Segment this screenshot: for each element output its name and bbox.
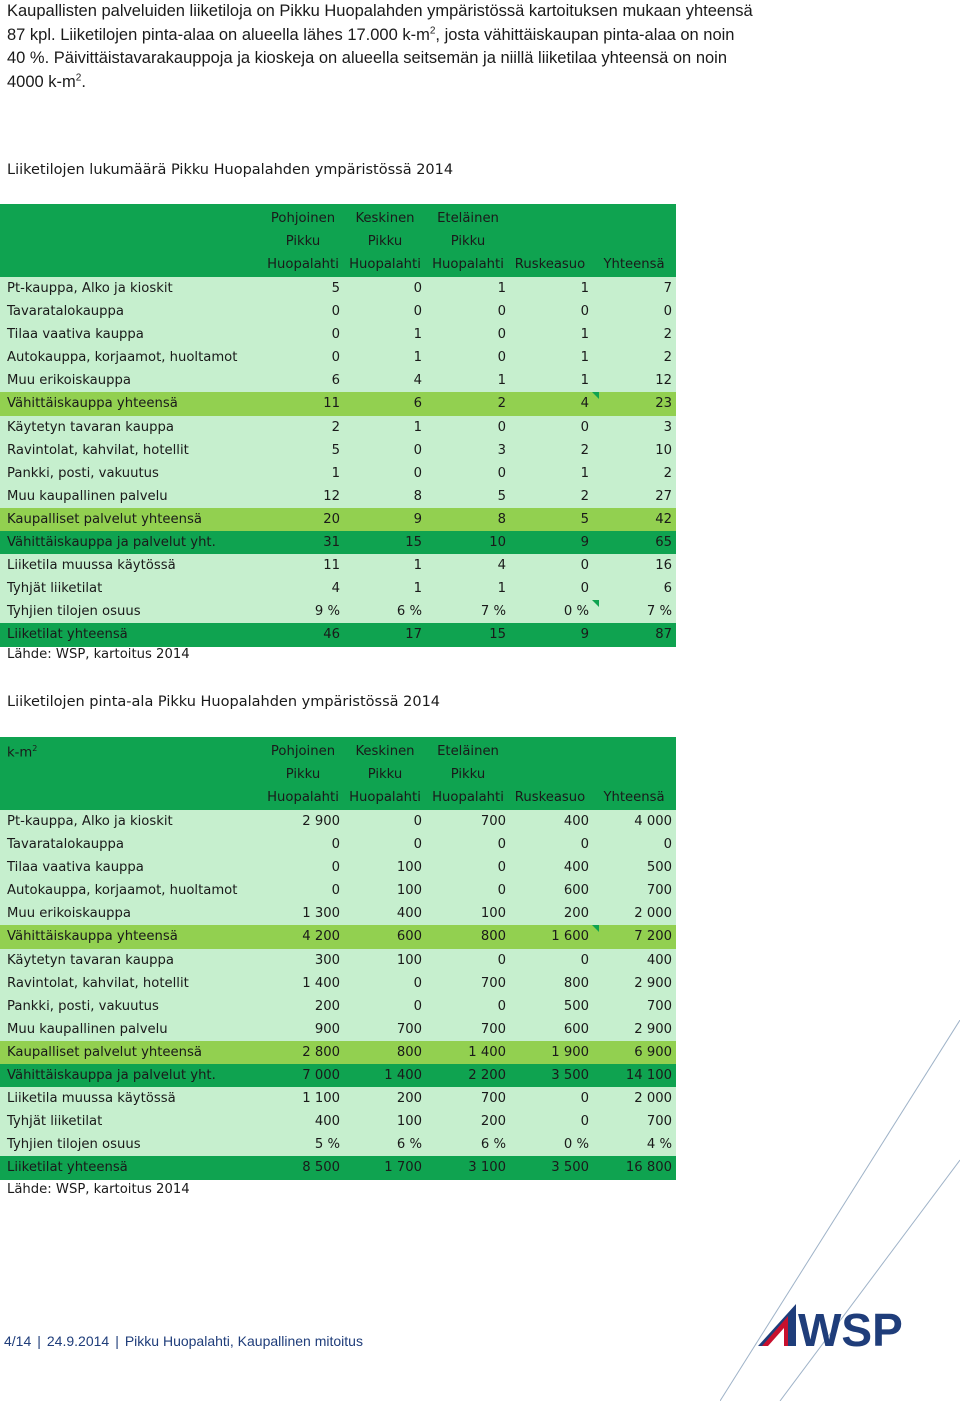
col-label: Eteläinen — [437, 744, 499, 759]
cell-value: 11 — [323, 396, 340, 412]
cell-value: 700 — [646, 998, 672, 1014]
col-label: Pohjoinen — [270, 211, 336, 226]
cell-value: 7 200 — [634, 929, 672, 945]
cell-value: 800 — [563, 975, 589, 991]
table-row — [0, 1133, 676, 1156]
col-label: Huopalahti — [267, 257, 339, 272]
cell-value: 5 — [331, 281, 340, 296]
row-label: Vähittäiskauppa yhteensä — [7, 929, 178, 945]
table1-source: Lähde: WSP, kartoitus 2014 — [7, 647, 190, 662]
cell-value: 5 — [580, 511, 589, 527]
table-row — [0, 1156, 676, 1179]
table2-col-keskinen — [344, 740, 426, 809]
row-label: Liiketila muussa käytössä — [7, 558, 176, 574]
table1-col-yhteensa: Yhteensä — [603, 257, 665, 272]
cell-value: 8 500 — [302, 1160, 340, 1176]
cell-value: 15 — [489, 627, 506, 643]
cell-value: 1 900 — [551, 1044, 589, 1060]
row-label: Tyhjät liiketilat — [7, 581, 103, 597]
table2-source: Lähde: WSP, kartoitus 2014 — [7, 1182, 190, 1197]
cell-value: 100 — [396, 860, 422, 876]
cell-value: 100 — [480, 906, 506, 922]
row-label: Tavaratalokauppa — [7, 837, 124, 853]
cell-value: 2 — [497, 396, 506, 412]
cell-value: 7 % — [646, 604, 672, 620]
table-row — [0, 623, 676, 646]
cell-value: 0 — [331, 304, 340, 320]
cell-value: 3 500 — [551, 1160, 589, 1176]
col-label: Huopalahti — [432, 257, 504, 272]
row-label: Ravintolat, kahvilat, hotellit — [7, 442, 189, 458]
cell-value: 1 100 — [302, 1091, 340, 1107]
cell-value: 5 — [331, 442, 340, 458]
col-label: Pikku — [367, 767, 403, 782]
intro-line-4b: . — [81, 72, 86, 91]
table-row — [0, 902, 676, 925]
cell-value: 23 — [655, 396, 672, 412]
cell-value: 1 — [413, 558, 422, 574]
cell-value: 0 — [331, 837, 340, 853]
table-row — [0, 972, 676, 995]
cell-value: 0 — [580, 419, 589, 435]
col-label: Pikku — [285, 234, 321, 249]
cell-value: 20 — [323, 511, 340, 527]
row-label: Liiketilat yhteensä — [7, 627, 128, 643]
cell-value: 0 — [580, 558, 589, 574]
row-label: Vähittäiskauppa ja palvelut yht. — [7, 535, 216, 551]
table2-header — [0, 737, 676, 810]
cell-value: 0 — [331, 883, 340, 899]
cell-value: 4 — [497, 558, 506, 574]
cell-value: 1 400 — [302, 975, 340, 991]
row-label: Vähittäiskauppa ja palvelut yht. — [7, 1068, 216, 1084]
cell-value: 0 — [497, 860, 506, 876]
col-label: Huopalahti — [349, 257, 421, 272]
table1-col-ruskeasuo: Ruskeasuo — [514, 257, 586, 272]
table-row — [0, 879, 676, 902]
cell-marker-icon — [592, 925, 599, 932]
cell-value: 0 — [663, 837, 672, 853]
cell-value: 0 — [331, 350, 340, 366]
cell-value: 100 — [396, 883, 422, 899]
cell-value: 300 — [314, 952, 340, 968]
cell-value: 0 % — [563, 604, 589, 620]
table-row — [0, 369, 676, 392]
cell-value: 1 — [413, 419, 422, 435]
cell-marker-icon — [592, 392, 599, 399]
cell-value: 0 — [497, 837, 506, 853]
cell-value: 6 % — [480, 1137, 506, 1153]
cell-value: 1 — [580, 373, 589, 389]
cell-value: 2 — [331, 419, 340, 435]
col-label: Pikku — [450, 767, 486, 782]
cell-value: 6 % — [396, 604, 422, 620]
table-row — [0, 346, 676, 369]
col-label: Pikku — [450, 234, 486, 249]
cell-value: 0 — [497, 465, 506, 481]
unit-label: k-m — [7, 745, 33, 761]
col-label: Huopalahti — [432, 790, 504, 805]
cell-value: 10 — [655, 442, 672, 458]
cell-value: 700 — [396, 1021, 422, 1037]
cell-value: 42 — [655, 511, 672, 527]
cell-value: 2 — [580, 488, 589, 504]
table-row — [0, 1110, 676, 1133]
cell-value: 1 — [580, 350, 589, 366]
row-label: Liiketilat yhteensä — [7, 1160, 128, 1176]
table2-body — [0, 810, 676, 1180]
row-label: Käytetyn tavaran kauppa — [7, 419, 174, 435]
intro-line-4a: 4000 k-m — [7, 72, 76, 91]
cell-value: 600 — [396, 929, 422, 945]
cell-value: 10 — [489, 535, 506, 551]
cell-value: 200 — [314, 998, 340, 1014]
intro-line-2b: , josta vähittäiskaupan pinta-alaa on noin — [435, 25, 735, 44]
row-label: Autokauppa, korjaamot, huoltamot — [7, 350, 238, 366]
col-label: Pikku — [285, 767, 321, 782]
col-label: Keskinen — [355, 211, 415, 226]
row-label: Vähittäiskauppa yhteensä — [7, 396, 178, 412]
intro-line-2 — [7, 24, 847, 48]
page-footer — [4, 1333, 363, 1349]
cell-value: 700 — [480, 1021, 506, 1037]
cell-value: 7 — [663, 281, 672, 296]
table2-unit — [7, 744, 37, 760]
cell-value: 27 — [655, 488, 672, 504]
table-row — [0, 577, 676, 600]
cell-value: 0 — [497, 883, 506, 899]
table1-col-pohjoinen — [260, 207, 346, 276]
footer-separator: | — [37, 1333, 41, 1349]
cell-value: 12 — [323, 488, 340, 504]
cell-value: 9 — [413, 511, 422, 527]
cell-value: 2 — [663, 350, 672, 366]
cell-value: 4 — [331, 581, 340, 597]
cell-value: 4 000 — [634, 814, 672, 829]
intro-sup-1: 2 — [429, 25, 436, 36]
cell-value: 2 000 — [634, 906, 672, 922]
table1-col-keskinen — [344, 207, 426, 276]
row-label: Käytetyn tavaran kauppa — [7, 952, 174, 968]
cell-value: 200 — [396, 1091, 422, 1107]
cell-value: 200 — [480, 1114, 506, 1130]
cell-value: 700 — [646, 883, 672, 899]
cell-value: 0 — [413, 281, 422, 296]
row-label: Pankki, posti, vakuutus — [7, 465, 159, 481]
table-row — [0, 833, 676, 856]
row-label: Muu erikoiskauppa — [7, 906, 131, 922]
table-row — [0, 1087, 676, 1110]
table-row — [0, 416, 676, 439]
cell-value: 400 — [563, 814, 589, 829]
wsp-logo-icon — [758, 1296, 918, 1360]
footer-date: 24.9.2014 — [46, 1333, 110, 1349]
table-row — [0, 392, 676, 415]
cell-value: 17 — [405, 627, 422, 643]
cell-value: 1 — [331, 465, 340, 481]
cell-value: 11 — [323, 558, 340, 574]
cell-value: 400 — [563, 860, 589, 876]
cell-value: 14 100 — [625, 1068, 672, 1084]
footer-doc: Pikku Huopalahti, Kaupallinen mitoitus — [124, 1333, 363, 1349]
cell-value: 600 — [563, 883, 589, 899]
cell-value: 1 — [497, 281, 506, 296]
cell-value: 0 — [580, 304, 589, 320]
row-label: Tilaa vaativa kauppa — [7, 860, 144, 876]
table-row — [0, 277, 676, 300]
row-label: Ravintolat, kahvilat, hotellit — [7, 975, 189, 991]
cell-value: 700 — [480, 975, 506, 991]
cell-value: 700 — [480, 1091, 506, 1107]
cell-value: 0 — [580, 837, 589, 853]
cell-value: 0 — [413, 304, 422, 320]
footer-separator: | — [115, 1333, 119, 1349]
cell-value: 65 — [655, 535, 672, 551]
cell-value: 2 800 — [302, 1044, 340, 1060]
table2-col-pohjoinen — [260, 740, 346, 809]
cell-value: 0 — [497, 952, 506, 968]
cell-value: 900 — [314, 1021, 340, 1037]
cell-value: 1 — [413, 327, 422, 343]
cell-value: 5 % — [314, 1137, 340, 1153]
col-label: Pohjoinen — [270, 744, 336, 759]
intro-line-1: Kaupallisten palveluiden liiketiloja on Pikku Huopalahden ympäristössä kartoituksen mukaan yhteensä — [7, 2, 753, 20]
cell-value: 2 — [580, 442, 589, 458]
cell-value: 400 — [314, 1114, 340, 1130]
table-row — [0, 949, 676, 972]
table2-col-etelainen — [426, 740, 510, 809]
intro-line-3: 40 %. Päivittäistavarakauppoja ja kioskeja on alueella seitsemän ja niillä liiketilaa yhteensä on noin — [7, 49, 728, 67]
table-row — [0, 508, 676, 531]
cell-value: 3 — [663, 419, 672, 435]
row-label: Tyhjät liiketilat — [7, 1114, 103, 1130]
cell-value: 87 — [655, 627, 672, 643]
cell-value: 200 — [563, 906, 589, 922]
table-row — [0, 462, 676, 485]
cell-value: 15 — [405, 535, 422, 551]
row-label: Kaupalliset palvelut yhteensä — [7, 511, 202, 527]
table-row — [0, 856, 676, 879]
cell-value: 16 800 — [625, 1160, 672, 1176]
cell-value: 0 — [331, 327, 340, 343]
table-row — [0, 531, 676, 554]
cell-value: 3 — [497, 442, 506, 458]
cell-value: 0 — [663, 304, 672, 320]
cell-value: 0 — [497, 350, 506, 366]
cell-value: 9 — [580, 627, 589, 643]
cell-value: 2 900 — [302, 814, 340, 829]
col-label: Pikku — [367, 234, 403, 249]
col-label: Huopalahti — [349, 790, 421, 805]
table-row — [0, 810, 676, 833]
cell-value: 2 900 — [634, 975, 672, 991]
table1-body — [0, 277, 676, 647]
cell-value: 8 — [413, 488, 422, 504]
cell-value: 0 — [580, 581, 589, 597]
cell-value: 0 — [413, 837, 422, 853]
table-row — [0, 1041, 676, 1064]
cell-value: 1 — [580, 281, 589, 296]
table-row — [0, 995, 676, 1018]
cell-value: 500 — [563, 998, 589, 1014]
cell-value: 6 — [331, 373, 340, 389]
cell-value: 2 200 — [468, 1068, 506, 1084]
cell-value: 700 — [480, 814, 506, 829]
cell-value: 600 — [563, 1021, 589, 1037]
table2-title: Liiketilojen pinta-ala Pikku Huopalahden ympäristössä 2014 — [7, 694, 441, 710]
cell-value: 4 200 — [302, 929, 340, 945]
row-label: Liiketila muussa käytössä — [7, 1091, 176, 1107]
intro-paragraph — [7, 0, 847, 94]
cell-value: 1 — [580, 327, 589, 343]
cell-value: 2 000 — [634, 1091, 672, 1107]
cell-value: 6 900 — [634, 1044, 672, 1060]
cell-value: 1 600 — [551, 929, 589, 945]
cell-value: 8 — [497, 511, 506, 527]
cell-value: 7 % — [480, 604, 506, 620]
cell-value: 1 — [497, 581, 506, 597]
cell-value: 1 400 — [384, 1068, 422, 1084]
row-label: Muu kaupallinen palvelu — [7, 1021, 168, 1037]
intro-line-4 — [7, 71, 847, 95]
row-label: Tavaratalokauppa — [7, 304, 124, 320]
cell-value: 7 000 — [302, 1068, 340, 1084]
intro-sup-2: 2 — [75, 72, 82, 83]
unit-sup: 2 — [32, 744, 38, 753]
cell-value: 100 — [396, 952, 422, 968]
table1-title: Liiketilojen lukumäärä Pikku Huopalahden ympäristössä 2014 — [7, 162, 454, 178]
cell-value: 0 — [580, 952, 589, 968]
cell-value: 12 — [655, 373, 672, 389]
cell-value: 2 — [663, 465, 672, 481]
cell-value: 500 — [646, 860, 672, 876]
footer-page: 4/14 — [4, 1333, 32, 1349]
row-label: Pt-kauppa, Alko ja kioskit — [7, 281, 173, 296]
cell-value: 9 — [580, 535, 589, 551]
row-label: Autokauppa, korjaamot, huoltamot — [7, 883, 238, 899]
cell-value: 0 — [497, 304, 506, 320]
cell-value: 0 — [413, 442, 422, 458]
cell-marker-icon — [592, 600, 599, 607]
cell-value: 6 — [663, 581, 672, 597]
cell-value: 6 — [413, 396, 422, 412]
cell-value: 100 — [396, 1114, 422, 1130]
logo-text: WSP — [798, 1304, 903, 1356]
row-label: Tyhjien tilojen osuus — [7, 1137, 141, 1153]
cell-value: 0 — [413, 814, 422, 829]
cell-value: 1 400 — [468, 1044, 506, 1060]
cell-value: 1 — [580, 465, 589, 481]
cell-value: 0 — [497, 998, 506, 1014]
cell-value: 31 — [323, 535, 340, 551]
table-row — [0, 925, 676, 948]
cell-value: 0 — [580, 1091, 589, 1107]
cell-value: 46 — [323, 627, 340, 643]
cell-value: 5 — [497, 488, 506, 504]
cell-value: 0 — [413, 975, 422, 991]
row-label: Tyhjien tilojen osuus — [7, 604, 141, 620]
table2-col-ruskeasuo: Ruskeasuo — [514, 790, 586, 805]
cell-value: 1 — [413, 350, 422, 366]
cell-value: 2 900 — [634, 1021, 672, 1037]
table-row — [0, 554, 676, 577]
row-label: Muu erikoiskauppa — [7, 373, 131, 389]
cell-value: 3 500 — [551, 1068, 589, 1084]
cell-value: 2 — [663, 327, 672, 343]
cell-value: 0 — [497, 327, 506, 343]
table-row — [0, 323, 676, 346]
intro-line-2a: 87 kpl. Liiketilojen pinta-alaa on alueella lähes 17.000 k-m — [7, 25, 430, 44]
cell-value: 700 — [646, 1114, 672, 1130]
col-label: Huopalahti — [267, 790, 339, 805]
table-row — [0, 600, 676, 623]
col-label: Eteläinen — [437, 211, 499, 226]
table1-col-etelainen — [426, 207, 510, 276]
row-label: Muu kaupallinen palvelu — [7, 488, 168, 504]
cell-value: 0 — [580, 1114, 589, 1130]
col-label: Keskinen — [355, 744, 415, 759]
table-row — [0, 439, 676, 462]
cell-value: 0 % — [563, 1137, 589, 1153]
cell-value: 400 — [646, 952, 672, 968]
row-label: Kaupalliset palvelut yhteensä — [7, 1044, 202, 1060]
cell-value: 800 — [396, 1044, 422, 1060]
table2-col-yhteensa: Yhteensä — [603, 790, 665, 805]
table1-header — [0, 204, 676, 277]
cell-value: 800 — [480, 929, 506, 945]
cell-value: 9 % — [314, 604, 340, 620]
table1 — [0, 204, 676, 647]
cell-value: 1 — [413, 581, 422, 597]
table-row — [0, 485, 676, 508]
cell-value: 400 — [396, 906, 422, 922]
cell-value: 0 — [331, 860, 340, 876]
cell-value: 6 % — [396, 1137, 422, 1153]
cell-value: 4 — [413, 373, 422, 389]
row-label: Pankki, posti, vakuutus — [7, 998, 159, 1014]
table2 — [0, 737, 676, 1180]
cell-value: 0 — [497, 419, 506, 435]
cell-value: 4 % — [646, 1137, 672, 1153]
row-label: Tilaa vaativa kauppa — [7, 327, 144, 343]
table-row — [0, 1018, 676, 1041]
cell-value: 0 — [413, 465, 422, 481]
cell-value: 0 — [413, 998, 422, 1014]
cell-value: 1 700 — [384, 1160, 422, 1176]
row-label: Pt-kauppa, Alko ja kioskit — [7, 814, 173, 829]
cell-value: 3 100 — [468, 1160, 506, 1176]
cell-value: 4 — [580, 396, 589, 412]
table-row — [0, 1064, 676, 1087]
cell-value: 1 — [497, 373, 506, 389]
cell-value: 16 — [655, 558, 672, 574]
table-row — [0, 300, 676, 323]
cell-value: 1 300 — [302, 906, 340, 922]
